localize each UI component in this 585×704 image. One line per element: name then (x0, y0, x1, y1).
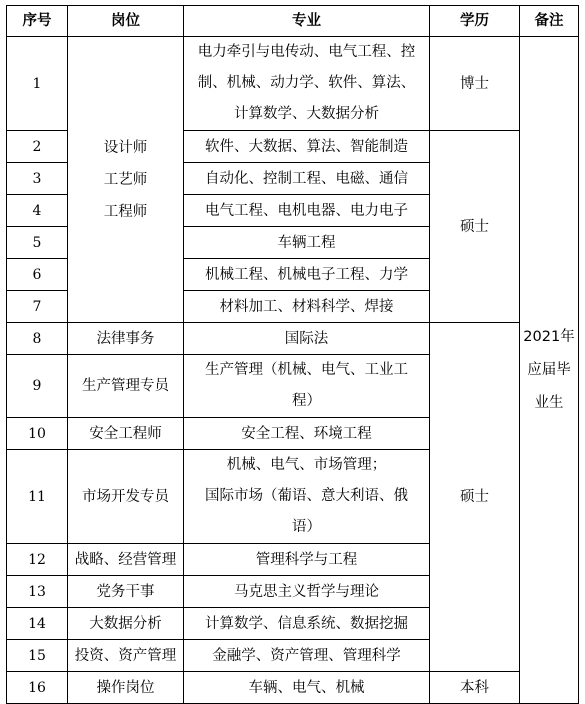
seq-cell: 5 (7, 227, 68, 259)
header-note: 备注 (520, 6, 579, 37)
seq-cell: 11 (7, 450, 68, 544)
major-cell (184, 355, 430, 418)
major-cell: 自动化、控制工程、电磁、通信 (184, 163, 430, 195)
header-degree: 学历 (430, 6, 520, 37)
recruitment-table (6, 5, 579, 704)
position-cell: 投资、资产管理 (68, 640, 184, 672)
seq-cell: 9 (7, 355, 68, 418)
note-cell (520, 37, 579, 704)
note-line: 2021年 (523, 328, 575, 345)
seq-cell: 1 (7, 37, 68, 131)
major-cell: 马克思主义哲学与理论 (184, 576, 430, 608)
seq-cell: 16 (7, 672, 68, 704)
position-cell: 安全工程师 (68, 418, 184, 450)
major-cell: 金融学、资产管理、管理科学 (184, 640, 430, 672)
seq-cell: 15 (7, 640, 68, 672)
major-line: 语） (292, 519, 321, 535)
seq-cell: 4 (7, 195, 68, 227)
position-line: 设计师 (103, 139, 148, 156)
position-cell: 法律事务 (68, 323, 184, 355)
table-row (7, 323, 579, 355)
major-cell: 计算数学、信息系统、数据挖掘 (184, 608, 430, 640)
header-row (7, 6, 579, 37)
seq-cell: 14 (7, 608, 68, 640)
major-cell: 车辆、电气、机械 (184, 672, 430, 704)
position-cell: 大数据分析 (68, 608, 184, 640)
major-cell: 软件、大数据、算法、智能制造 (184, 131, 430, 163)
major-cell: 安全工程、环境工程 (184, 418, 430, 450)
position-cell: 战略、经营管理 (68, 544, 184, 576)
major-cell: 车辆工程 (184, 227, 430, 259)
position-cell: 市场开发专员 (68, 450, 184, 544)
seq-cell: 2 (7, 131, 68, 163)
major-line: 机械、电气、市场管理； (226, 457, 387, 473)
seq-cell: 12 (7, 544, 68, 576)
position-cell: 党务干事 (68, 576, 184, 608)
major-cell: 电气工程、电机电器、电力电子 (184, 195, 430, 227)
degree-cell-bachelor: 本科 (430, 672, 520, 704)
note-line: 业生 (534, 394, 564, 411)
degree-cell-master: 硕士 (430, 131, 520, 323)
major-cell (184, 450, 430, 544)
seq-cell: 8 (7, 323, 68, 355)
major-cell: 国际法 (184, 323, 430, 355)
major-line: 程） (292, 393, 321, 409)
position-cell-design (68, 37, 184, 323)
header-position: 岗位 (68, 6, 184, 37)
major-cell: 管理科学与工程 (184, 544, 430, 576)
seq-cell: 10 (7, 418, 68, 450)
major-line: 电力牵引与电传动、电气工程、控 (197, 44, 416, 60)
major-cell: 材料加工、材料科学、焊接 (184, 291, 430, 323)
position-cell: 生产管理专员 (68, 355, 184, 418)
position-line: 工程师 (103, 203, 148, 220)
seq-cell: 13 (7, 576, 68, 608)
header-seq: 序号 (7, 6, 68, 37)
major-cell (184, 37, 430, 131)
header-major: 专业 (184, 6, 430, 37)
major-line: 计算数学、大数据分析 (234, 106, 379, 122)
seq-cell: 7 (7, 291, 68, 323)
table-row (7, 672, 579, 704)
major-cell: 机械工程、机械电子工程、力学 (184, 259, 430, 291)
major-line: 制、机械、动力学、软件、算法、 (197, 75, 416, 91)
degree-cell-phd: 博士 (430, 37, 520, 131)
major-line: 国际市场（葡语、意大利语、俄 (205, 488, 408, 504)
seq-cell: 3 (7, 163, 68, 195)
major-line: 生产管理（机械、电气、工业工 (205, 362, 408, 378)
degree-cell-master: 硕士 (430, 323, 520, 672)
seq-cell: 6 (7, 259, 68, 291)
table-row (7, 37, 579, 131)
position-cell: 操作岗位 (68, 672, 184, 704)
position-line: 工艺师 (103, 171, 148, 188)
note-line: 应届毕 (527, 361, 571, 378)
